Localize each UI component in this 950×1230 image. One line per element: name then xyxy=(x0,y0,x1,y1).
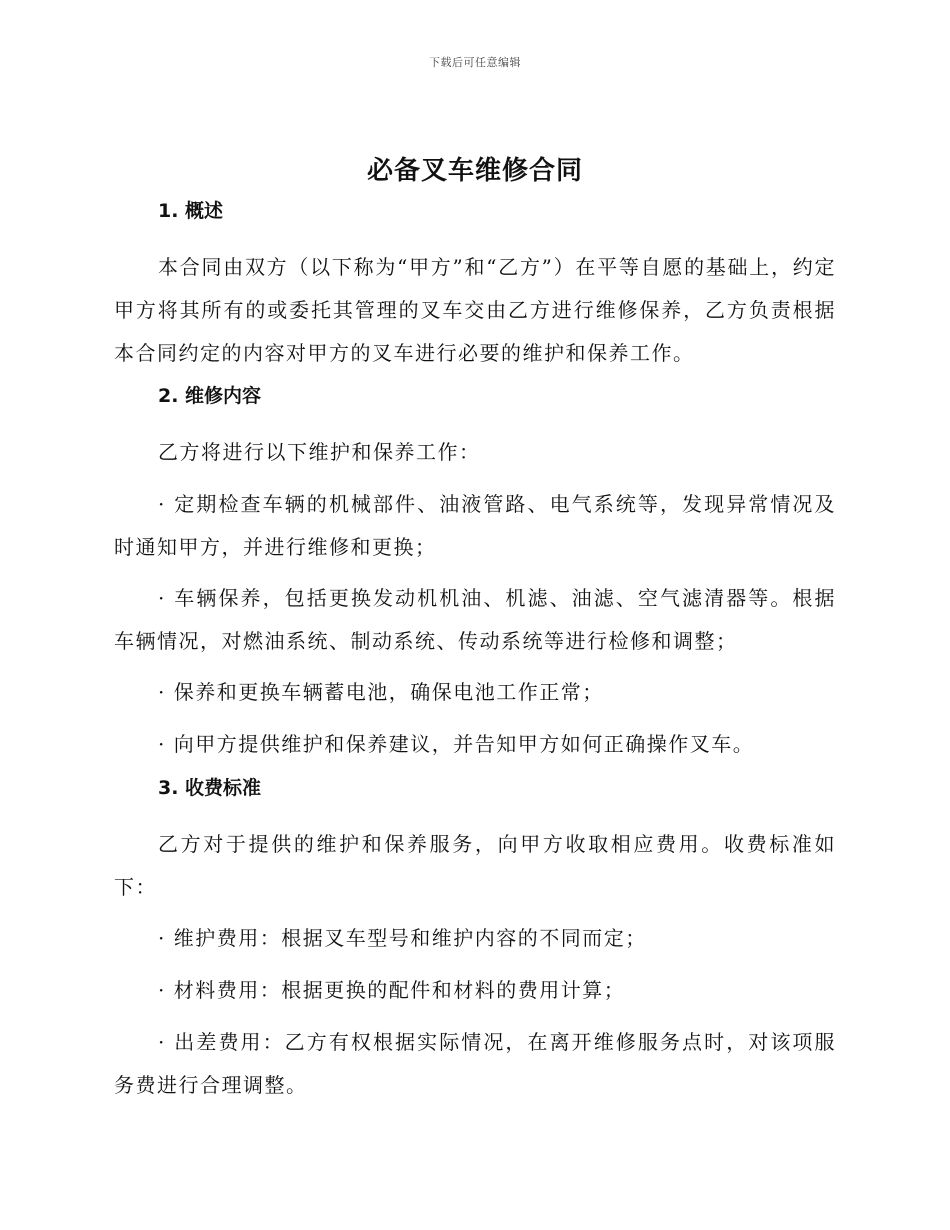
section-heading: 1. 概述 xyxy=(158,200,224,222)
paragraph: 乙方对于提供的维护和保养服务，向甲方收取相应费用。收费标准如下： xyxy=(114,832,836,899)
section-overview xyxy=(114,198,836,375)
document-body xyxy=(114,198,836,1115)
section-fee-standard xyxy=(114,775,836,1107)
list-item: · 车辆保养，包括更换发动机机油、机滤、油滤、空气滤清器等。根据车辆情况，对燃油系统、制动系统、传动系统等进行检修和调整； xyxy=(114,586,836,653)
section-heading: 2. 维修内容 xyxy=(158,385,262,407)
paragraph: 乙方将进行以下维护和保养工作： xyxy=(158,440,481,464)
paragraph: 本合同由双方（以下称为“甲方”和“乙方”）在平等自愿的基础上，约定甲方将其所有的或委托其管理的叉车交由乙方进行维修保养，乙方负责根据本合同约定的内容对甲方的叉车进行必要的维护和保养工作。 xyxy=(114,255,836,365)
list-item: · 定期检查车辆的机械部件、油液管路、电气系统等，发现异常情况及时通知甲方，并进行维修和更换； xyxy=(114,492,836,559)
header-note: 下载后可任意编辑 xyxy=(429,56,521,69)
list-item: · 材料费用：根据更换的配件和材料的费用计算； xyxy=(158,978,626,1002)
list-item: · 维护费用：根据叉车型号和维护内容的不同而定； xyxy=(158,926,647,950)
list-item: · 出差费用：乙方有权根据实际情况，在离开维修服务点时，对该项服务费进行合理调整。 xyxy=(114,1030,836,1097)
document-title: 必备叉车维修合同 xyxy=(366,156,583,186)
list-item: · 保养和更换车辆蓄电池，确保电池工作正常； xyxy=(158,680,604,704)
list-item: · 向甲方提供维护和保养建议，并告知甲方如何正确操作叉车。 xyxy=(158,732,755,756)
section-repair-content xyxy=(114,383,836,766)
section-heading: 3. 收费标准 xyxy=(158,777,262,799)
